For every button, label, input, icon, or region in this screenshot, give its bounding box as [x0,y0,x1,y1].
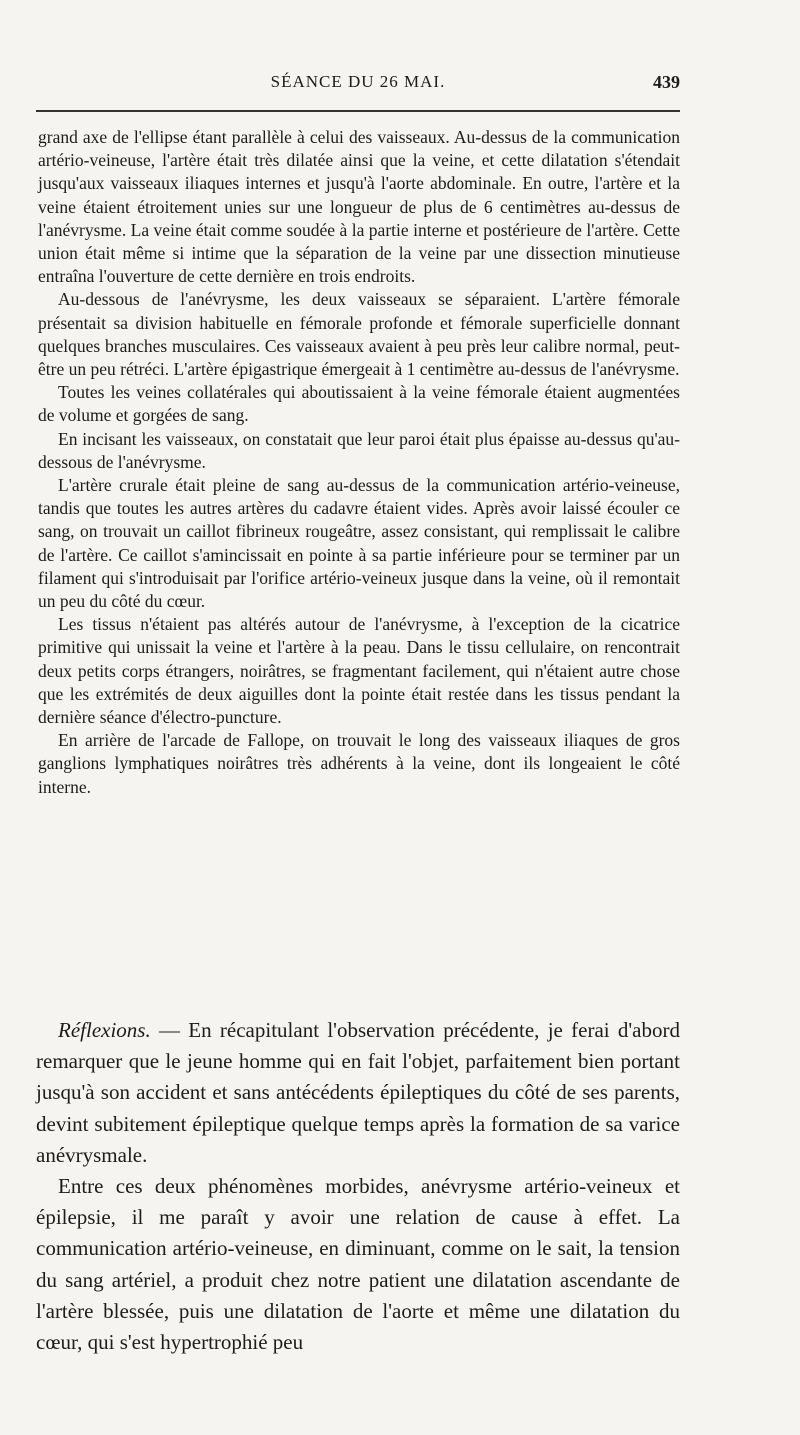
page-header [36,72,680,96]
observation-text [38,126,680,799]
paragraph: L'artère crurale était pleine de sang au-dessus de la communication artério-veineuse, tandis que toutes les autres artères du cadavre étaient vides. Après avoir laissé écouler ce sang, on trouvait un caillot fibrineux rougeâtre, assez consistant, qui remplissait le calibre de l'artère. Ce caillot s'amincissait en pointe à sa partie inférieure pour se terminer par un filament qui s'introduisait par l'orifice artério-veineux jusque dans la veine, où il remontait un peu du côté du cœur. [38,475,680,612]
paragraph: Au-dessous de l'anévrysme, les deux vaisseaux se séparaient. L'artère fémorale présentait sa division habituelle en fémorale profonde et fémorale superficielle donnant quelques branches musculaires. Ces vaisseaux avaient à peu près leur calibre normal, peut-être un peu rétréci. L'artère épigastrique émergeait à 1 centimètre au-dessus de l'anévrysme. [38,289,680,380]
paragraph: Entre ces deux phénomènes morbides, anévrysme artério-veineux et épilepsie, il me paraît y avoir une relation de cause à effet. La communication artério-veineuse, en diminuant, comme on le sait, la tension du sang artériel, a produit chez notre patient une dilatation ascendante de l'artère blessée, puis une dilatation de l'aorte et même une dilatation du cœur, qui s'est hypertrophié peu [36,1174,680,1355]
header-rule [36,110,680,112]
page-number: 439 [653,72,680,92]
paragraph: Les tissus n'étaient pas altérés autour de l'anévrysme, à l'exception de la cicatrice primitive qui unissait la veine et l'artère à la peau. Dans le tissu cellulaire, on rencontrait deux petits corps étrangers, noirâtres, se fragmentant facilement, qui n'étaient autre chose que les extrémités de deux aiguilles dont la pointe était restée dans les tissus pendant la dernière séance d'électro-puncture. [38,614,680,728]
running-head: SÉANCE DU 26 MAI. [270,72,446,91]
paragraph: Toutes les veines collatérales qui aboutissaient à la veine fémorale étaient augmentées de volume et gorgées de sang. [38,382,680,426]
paragraph: grand axe de l'ellipse étant parallèle à celui des vaisseaux. Au-dessus de la communication artério-veineuse, l'artère était très dilatée ainsi que la veine, et cette dilatation s'étendait jusqu'aux vaisseaux iliaques internes et jusqu'à l'aorte abdominale. En outre, l'artère et la veine étaient étroitement unies sur une longueur de plus de 6 centimètres au-dessus de l'anévrysme. La veine était comme soudée à la partie interne et postérieure de l'artère. Cette union était même si intime que la séparation de la veine par une dissection minutieuse entraîna l'ouverture de cette dernière en trois endroits. [38,127,680,287]
reflexions-label: Réflexions. [58,1018,151,1042]
reflexions-text: — En récapitulant l'observation précédente, je ferai d'abord remarquer que le jeune homme qui en fait l'objet, parfaitement bien portant jusqu'à son accident et sans antécédents épileptiques du côté de ses parents, devint subitement épileptique quelque temps après la formation de sa varice anévrysmale. [36,1018,680,1167]
paragraph: En arrière de l'arcade de Fallope, on trouvait le long des vaisseaux iliaques de gros ganglions lymphatiques noirâtres très adhérents à la veine, dont ils longeaient le côté interne. [38,730,680,797]
reflexions-paragraph [36,1015,680,1171]
reflexions-section [36,1015,680,1358]
paragraph: En incisant les vaisseaux, on constatait que leur paroi était plus épaisse au-dessus qu'au-dessous de l'anévrysme. [38,428,680,472]
